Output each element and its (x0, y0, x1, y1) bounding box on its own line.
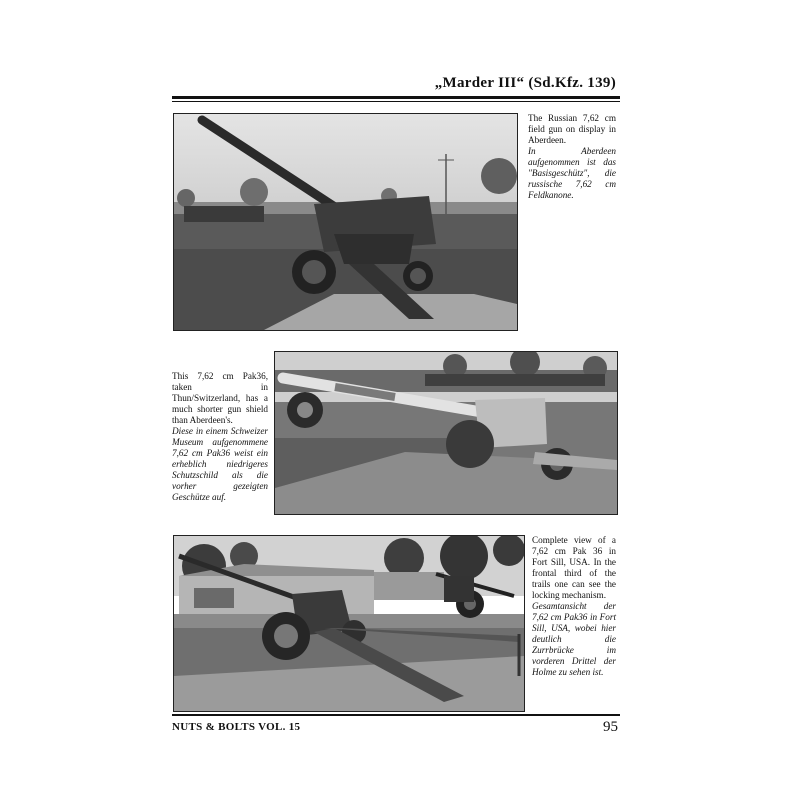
photo-thun-pak36 (274, 351, 618, 515)
caption-fortsill-en: Complete view of a 7,62 cm Pak 36 in Fort Sill, USA. In the frontal third of the trails one can see the locking mechanism. (532, 535, 616, 600)
book-page (150, 55, 650, 745)
photo-aberdeen-field-gun (173, 113, 518, 331)
caption-aberdeen-de: In Aberdeen aufgenommen ist das "Basisgeschütz", die russische 7,62 cm Feldkanone. (528, 146, 616, 200)
caption-thun-de: Diese in einem Schweizer Museum aufgenommene 7,62 cm Pak36 weist ein erheblich niedrigeres Schutzschild als die vorher gezeigten Geschütze auf. (172, 426, 268, 502)
caption-thun (172, 371, 268, 503)
header-rule (172, 96, 620, 99)
page-header-title: „Marder III“ (Sd.Kfz. 139) (434, 75, 616, 91)
footer-series-title: NUTS & BOLTS VOL. 15 (172, 721, 301, 733)
caption-fortsill (532, 535, 616, 678)
header-rule-thin (172, 101, 620, 102)
page-number: 95 (603, 719, 618, 735)
caption-fortsill-de: Gesamtansicht der 7,62 cm Pak36 in Fort Sill, USA, wobei hier deutlich die Zurrbrücke im vorderen Drittel der Holme zu sehen ist. (532, 601, 616, 677)
caption-aberdeen-en: The Russian 7,62 cm field gun on display in Aberdeen. (528, 113, 616, 145)
caption-thun-en: This 7,62 cm Pak36, taken in Thun/Switzerland, has a much shorter gun shield than Aberdeen's. (172, 371, 268, 425)
footer-rule (172, 714, 620, 716)
caption-aberdeen (528, 113, 616, 201)
photo-fortsill-pak36 (173, 535, 525, 712)
